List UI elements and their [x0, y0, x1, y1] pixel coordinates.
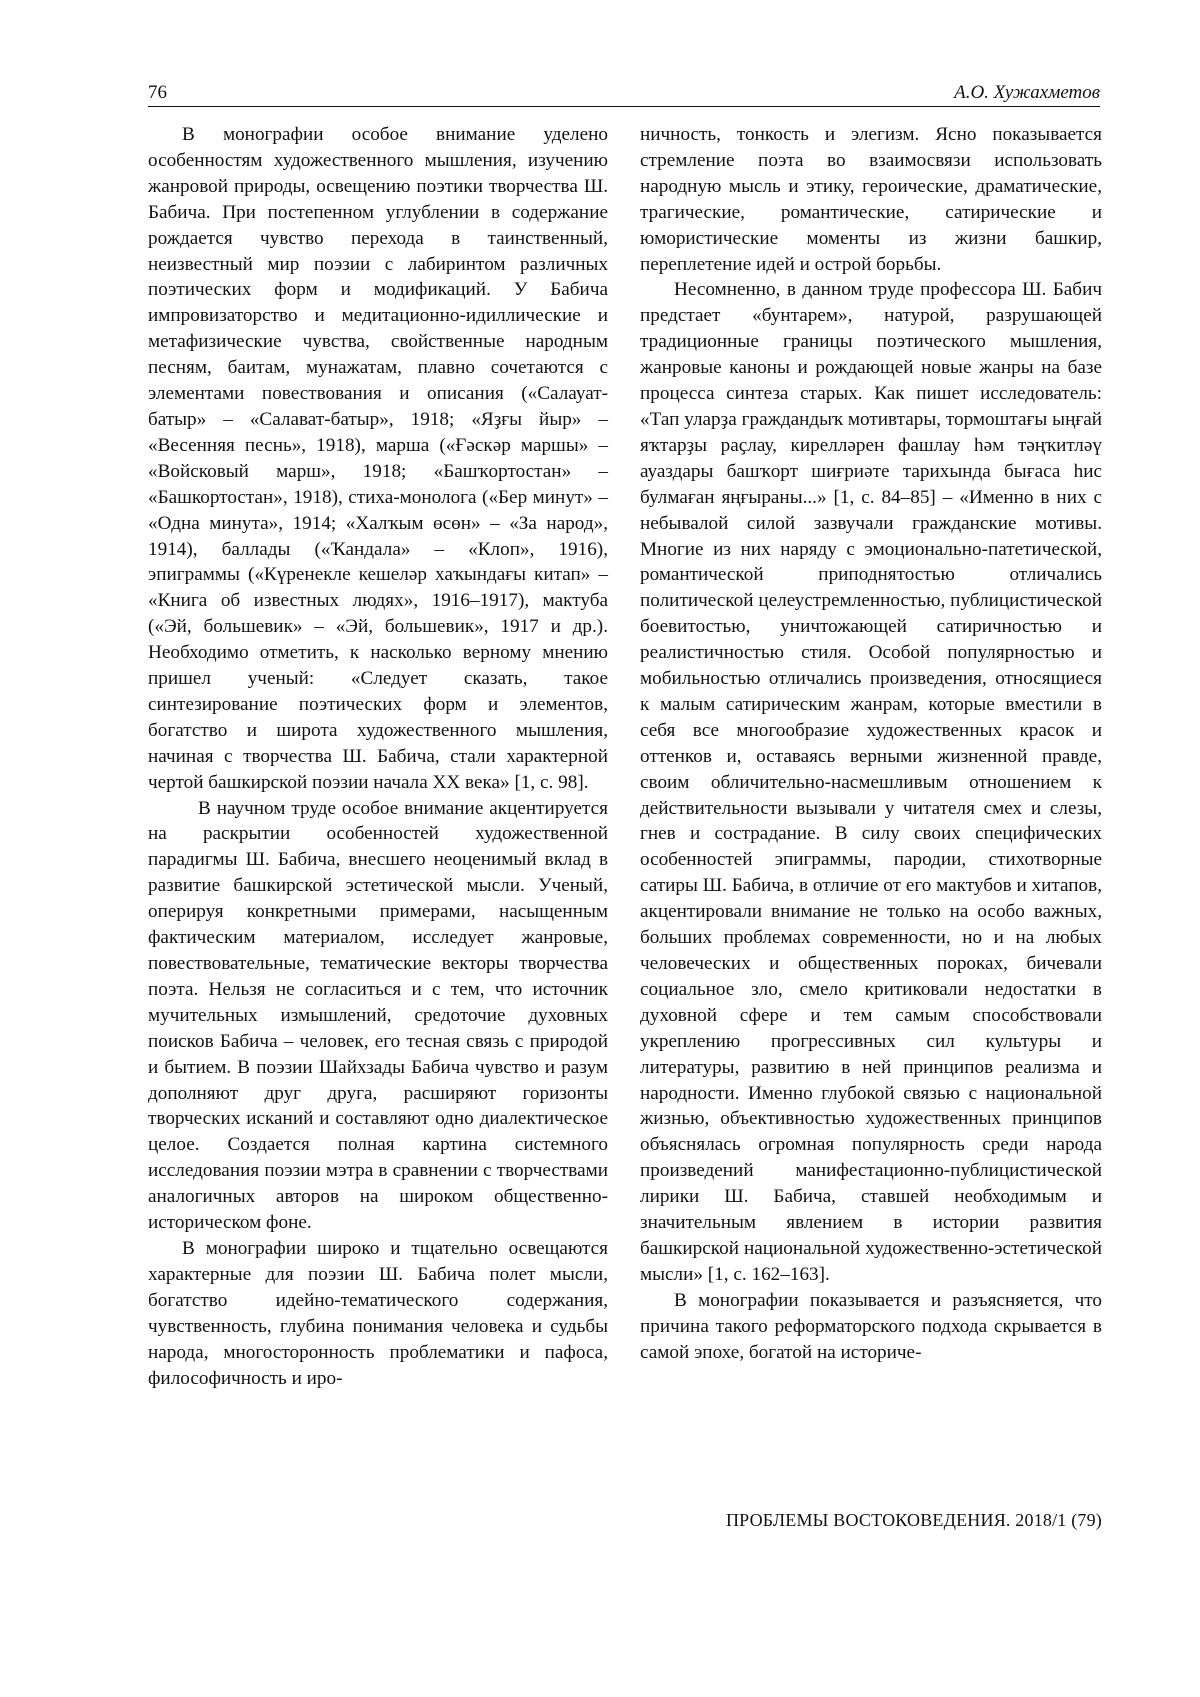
- journal-footer: ПРОБЛЕМЫ ВОСТОКОВЕДЕНИЯ. 2018/1 (79): [725, 1510, 1102, 1530]
- running-header: [148, 80, 1100, 107]
- page-number: 76: [148, 82, 167, 103]
- paragraph-left-3: В монографии широко и тщательно освещаются характерные для поэзии Ш. Бабича полет мысли, богатство идейно-тематического содержания, чувственность, глубина понимания человека и судьбы народа, многосторонность проблематики и пафоса, философичность и иро-: [148, 1237, 608, 1389]
- right-column: [640, 122, 1102, 1366]
- paragraph-right-1: ничность, тонкость и элегизм. Ясно показывается стремление поэта во взаимосвязи использовать народную мысль и этику, героические, драматические, трагические, романтические, сатирические и юмористические моменты из жизни башкир, переплетение идей и острой борьбы.: [640, 124, 1102, 275]
- left-column: [148, 122, 608, 1391]
- paragraph-right-2: Несомненно, в данном труде профессора Ш. Бабич предстает «бунтарем», натурой, разрушающей традиционные границы поэтического мышления, жанровые каноны и рождающей новые жанры на базе процесса синтеза старых. Как пишет исследователь: «Тап уларҙа граждандыҡ мотивтары, тормоштағы ыңғай яҡтарҙы раҫлау, кирелләрен фашлау һәм тәңҡитләү ауаздары башҡорт шиғриәте тарихында бығаса һис булмаған яңғыраны...» [1, с. 84–85] – «Именно в них с небывалой силой зазвучали гражданские мотивы. Многие из них наряду с эмоционально-патетической, романтической приподнятостью отличались политической целеустремленностью, публицистической боевитостью, уничтожающей сатиричностью и реалистичностью стиля. Особой популярностью и мобильностью отличались произведения, относящиеся к малым сатирическим жанрам, которые вместили в себя все многообразие художественных красок и оттенков и, оставаясь верными жизненной правде, своим обличительно-насмешливым отношением к действительности вызывали у читателя смех и слезы, гнев и сострадание. В силу своих специфических особенностей эпиграммы, пародии, стихотворные сатиры Ш. Бабича, в отличие от его мактубов и хитапов, акцентировали внимание не только на особо важных, больших проблемах современности, но и на любых человеческих и общественных пороках, бичевали социальное зло, смело критиковали недостатки в духовной сфере и тем самым способствовали укреплению прогрессивных сил культуры и литературы, развитию в ней принципов реализма и народности. Именно глубокой связью с национальной жизнью, объективностью художественных принципов объяснялась огромная популярность среди народа произведений манифестационно-публицистической лирики Ш. Бабича, ставшей необходимым и значительным явлением в истории развития башкирской национальной художественно-эстетической мысли» [1, с. 162–163].: [640, 279, 1102, 1285]
- paragraph-left-1: В монографии особое внимание уделено особенностям художественного мышления, изучению жанровой природы, освещению поэтики творчества Ш. Бабича. При постепенном углублении в содержание рождается чувство перехода в таинственный, неизвестный мир поэзии с лабиринтом различных поэтических форм и модификаций. У Бабича импровизаторство и медитационно-идиллические и метафизические чувства, свойственные народным песням, баитам, мунажатам, плавно сочетаются с элементами повествования и описания («Салауат-батыр» – «Салават-батыр», 1918; «Яҙғы йыр» – «Весенняя песнь», 1918), марша («Ғәскәр маршы» – «Войсковый марш», 1918; «Башҡортостан» – «Башкортостан», 1918), стиха-монолога («Бер минут» – «Одна минута», 1914; «Халҡым өсөн» – «За народ», 1914), баллады («Ҡандала» – «Клоп», 1916), эпиграммы («Күренекле кешеләр хаҡындағы китап» – «Книга об известных людях», 1916–1917), мактуба («Эй, большевик» – «Эй, большевик», 1917 и др.). Необходимо отметить, к насколько верному мнению пришел ученый: «Следует сказать, такое синтезирование поэтических форм и элементов, богатство и широта художественного мышления, начиная с творчества Ш. Бабича, стали характерной чертой башкирской поэзии начала ХХ века» [1, с. 98].: [148, 124, 608, 793]
- paragraph-left-2: В научном труде особое внимание акцентируется на раскрытии особенностей художественной парадигмы Ш. Бабича, внесшего неоценимый вклад в развитие башкирской эстетической мысли. Ученый, оперируя конкретными примерами, насыщенным фактическим материалом, исследует жанровые, повествовательные, тематические векторы творчества поэта. Нельзя не согласиться и с тем, что источник мучительных измышлений, средоточие духовных поисков Бабича – человек, его тесная связь с природой и бытием. В поэзии Шайхзады Бабича чувство и разум дополняют друг друга, расширяют горизонты творческих исканий и составляют одно диалектическое целое. Создается полная картина системного исследования поэзии мэтра в сравнении с творчествами аналогичных авторов на широком общественно-историческом фоне.: [148, 797, 608, 1234]
- paragraph-right-3: В монографии показывается и разъясняется, что причина такого реформаторского подхода скрывается в самой эпохе, богатой на историче-: [640, 1289, 1102, 1363]
- running-author: А.О. Хужахметов: [954, 82, 1100, 103]
